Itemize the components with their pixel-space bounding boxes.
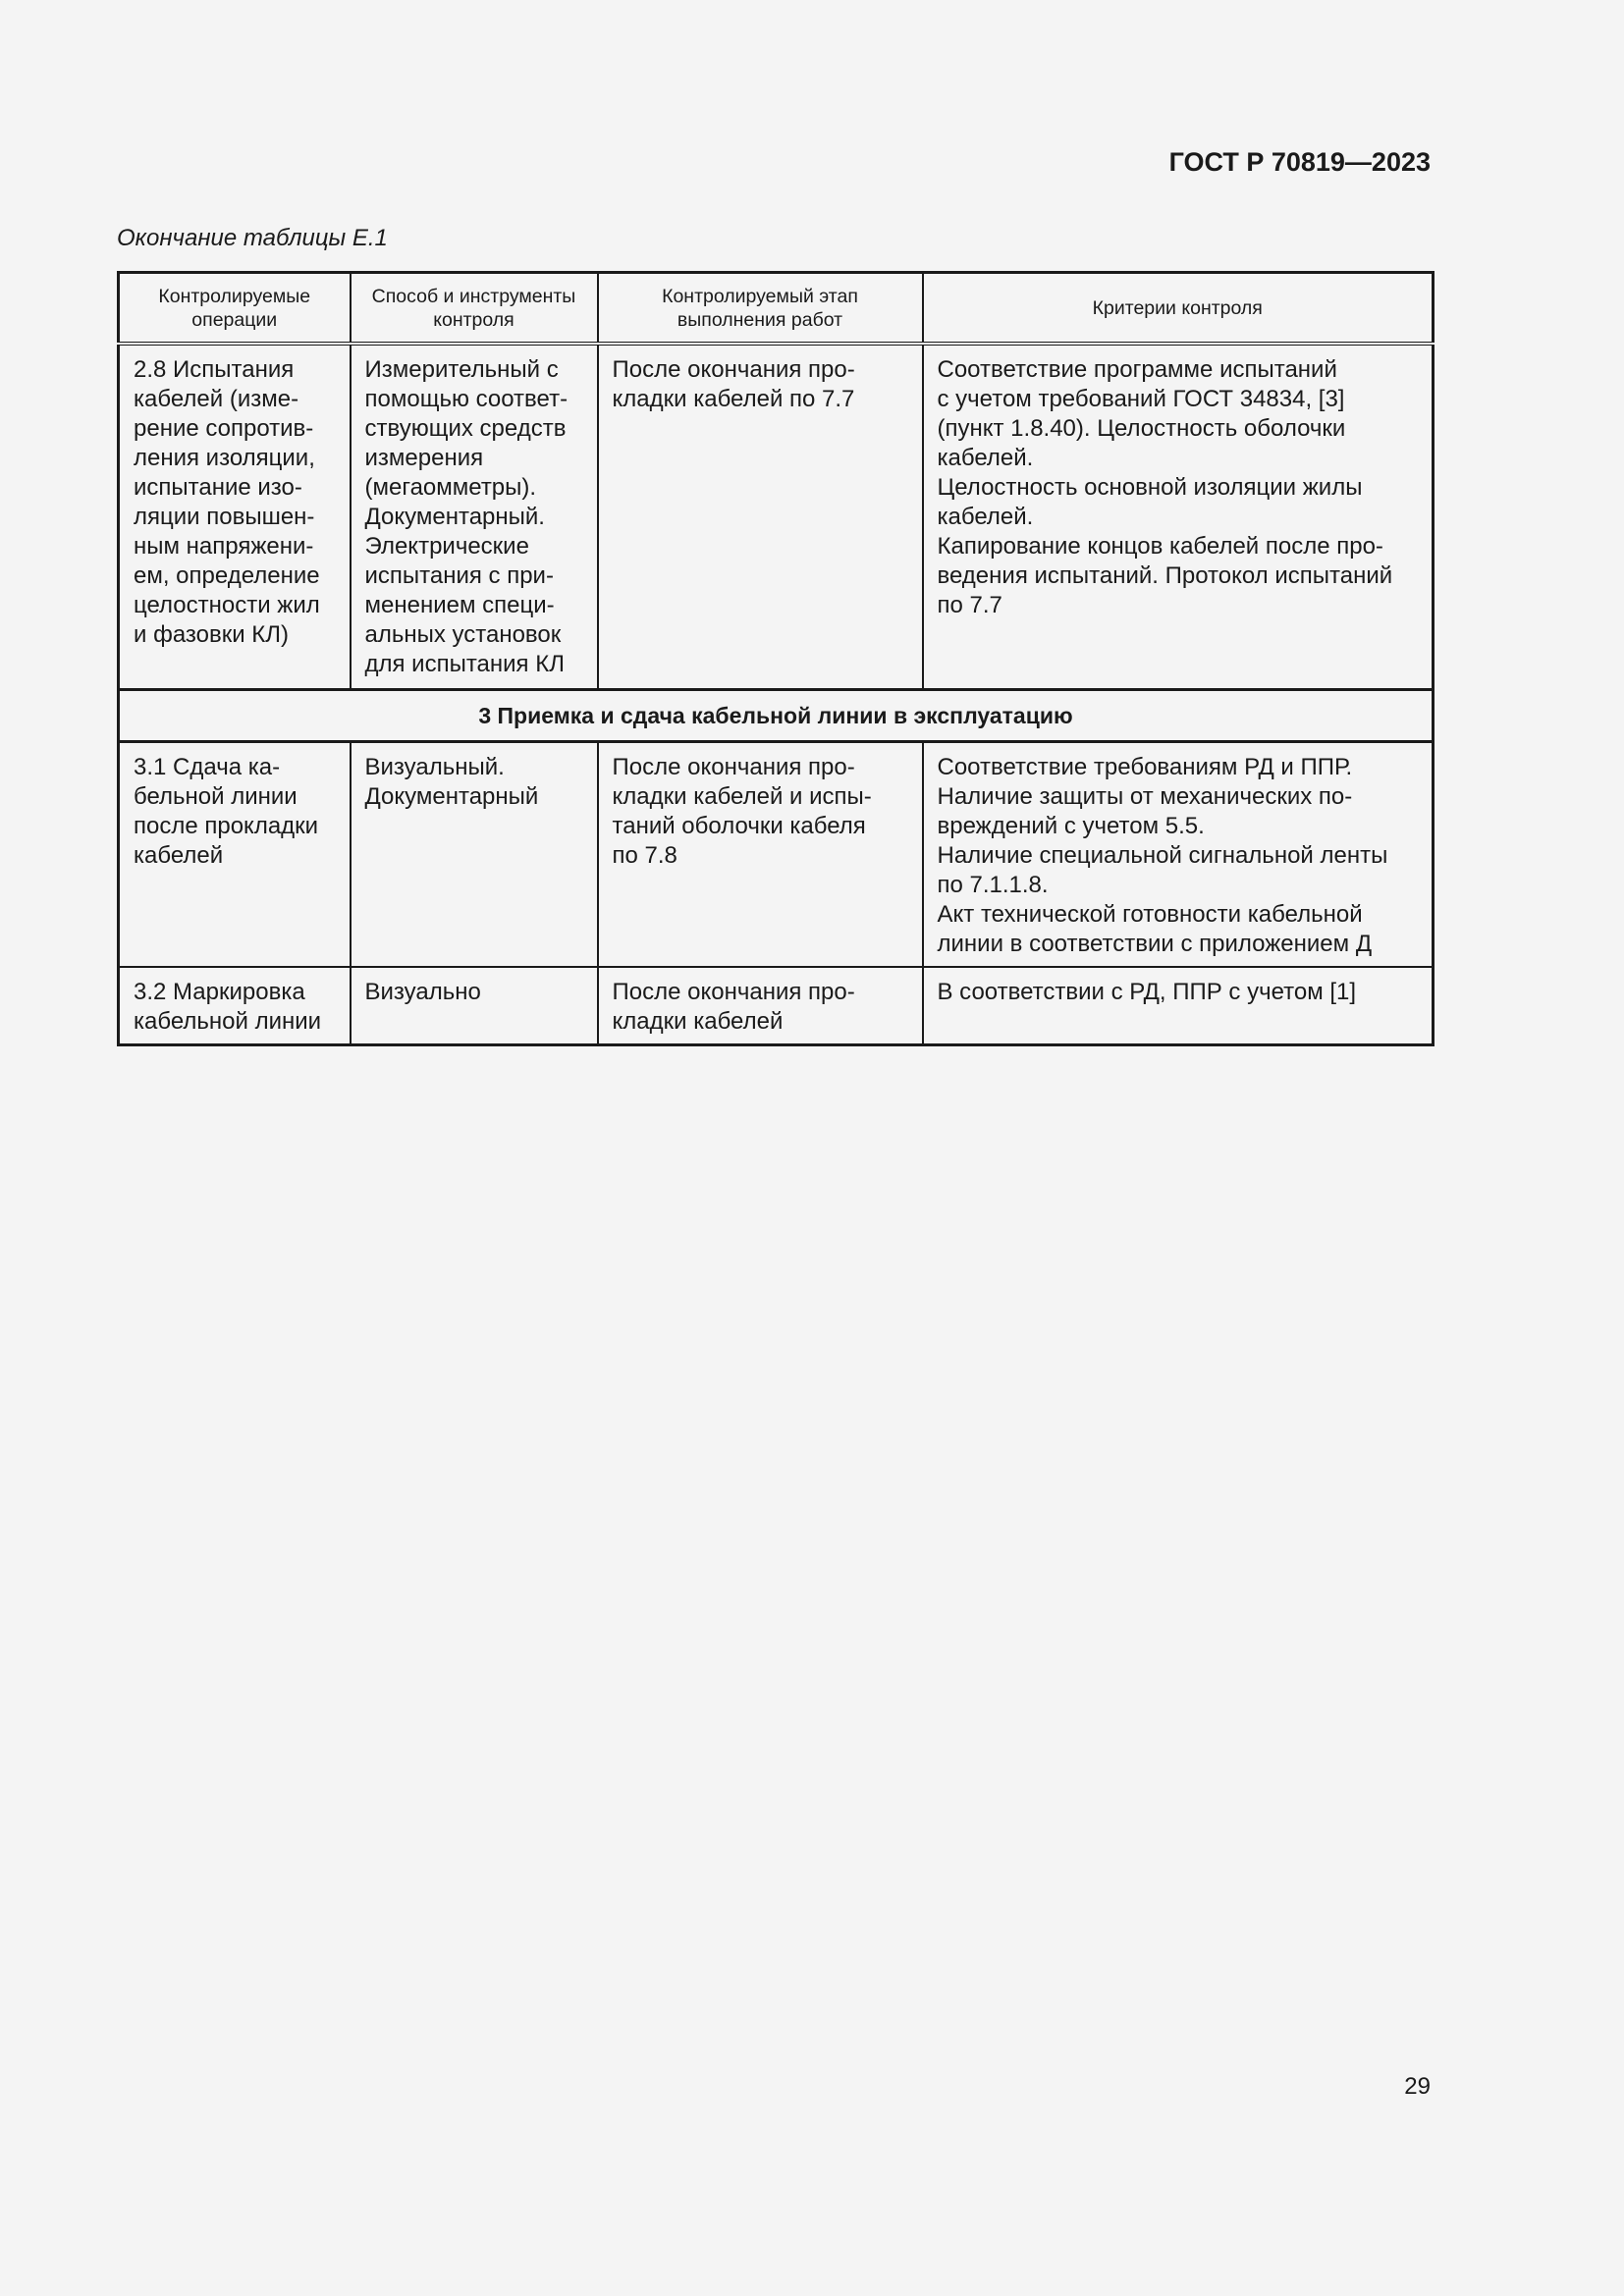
table-cell: 3.1 Сдача ка- бельной линии после прокладки кабелей <box>119 741 351 967</box>
table-caption: Окончание таблицы Е.1 <box>117 225 388 251</box>
column-header: Способ и инструменты контроля <box>351 273 598 345</box>
table-cell: 3.2 Маркировка кабельной линии <box>119 967 351 1044</box>
table-cell: После окончания про- кладки кабелей по 7.7 <box>598 344 923 689</box>
table-cell: После окончания про- кладки кабелей <box>598 967 923 1044</box>
table-cell: В соответствии с РД, ППР с учетом [1] <box>923 967 1434 1044</box>
table-header-row <box>119 273 1434 345</box>
document-code: ГОСТ Р 70819—2023 <box>1168 147 1431 177</box>
section-heading: 3 Приемка и сдача кабельной линии в эксплуатацию <box>119 689 1434 741</box>
column-header: Критерии контроля <box>923 273 1434 345</box>
table-row <box>119 344 1434 689</box>
column-header: Контролируемый этап выполнения работ <box>598 273 923 345</box>
section-row <box>119 689 1434 741</box>
table-cell: 2.8 Испытания кабелей (изме- рение сопротив- ления изоляции, испытание изо- ляции повышен- ным напряжени- ем, определение целостности жил и фазовки КЛ) <box>119 344 351 689</box>
table-row <box>119 967 1434 1044</box>
table-cell: Визуально <box>351 967 598 1044</box>
table-row <box>119 741 1434 967</box>
control-table <box>117 271 1435 1046</box>
table-cell: Измерительный с помощью соответ- ствующих средств измерения (мегаомметры). Документарный. Электрические испытания с при- менением специ- альных установок для испытания КЛ <box>351 344 598 689</box>
table-cell: Соответствие требованиям РД и ППР. Наличие защиты от механических по- вреждений с учетом 5.5. Наличие специальной сигнальной ленты по 7.1.1.8. Акт технической готовности кабельной линии в соответствии с приложением Д <box>923 741 1434 967</box>
column-header: Контролируемые операции <box>119 273 351 345</box>
table-cell: Соответствие программе испытаний с учетом требований ГОСТ 34834, [3] (пункт 1.8.40). Целостность оболочки кабелей. Целостность основной изоляции жилы кабелей. Капирование концов кабелей после про- ведения испытаний. Протокол испытаний по 7.7 <box>923 344 1434 689</box>
table-cell: После окончания про- кладки кабелей и испы- таний оболочки кабеля по 7.8 <box>598 741 923 967</box>
table-cell: Визуальный. Документарный <box>351 741 598 967</box>
page-number: 29 <box>1404 2073 1431 2100</box>
